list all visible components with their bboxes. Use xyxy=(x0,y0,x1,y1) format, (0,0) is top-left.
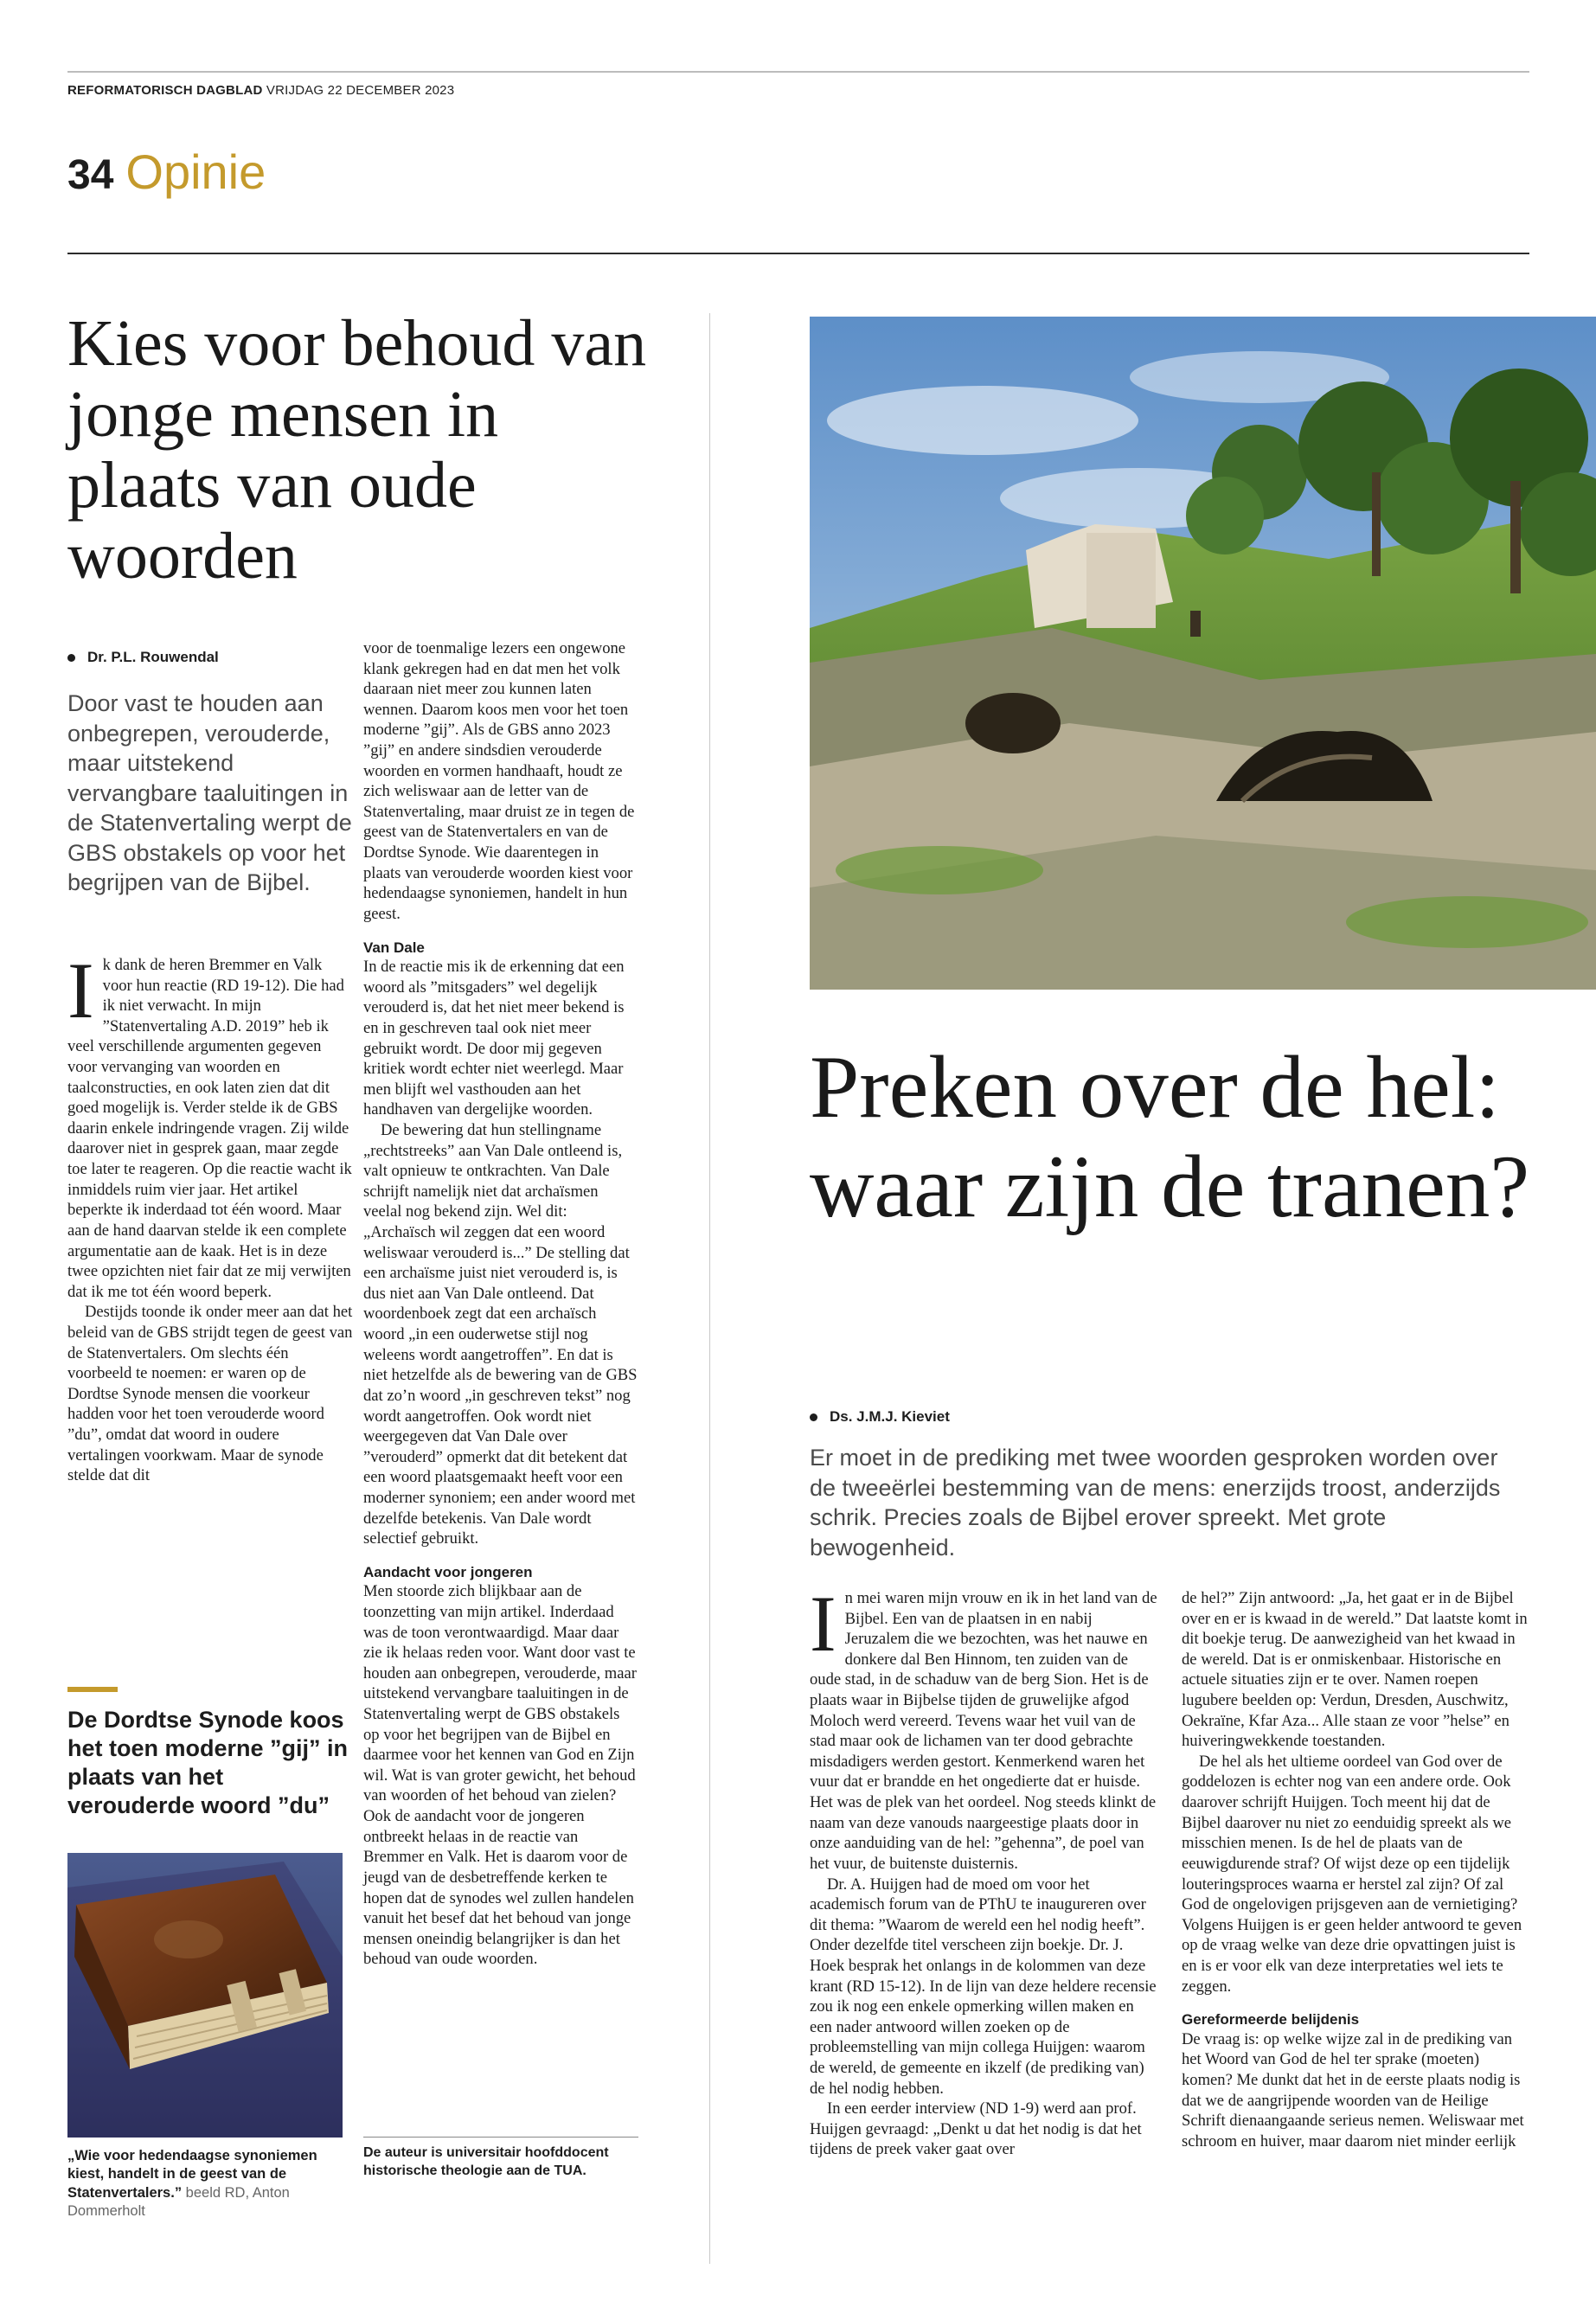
article1-subhead-van-dale: Van Dale xyxy=(363,939,425,956)
article2-paragraph: Dr. A. Huijgen had de moed om voor het academisch forum van de PThU te inaugureren over dit thema: ”Waarom de wereld een hel nodig heeft”. Onder dezelfde titel verscheen zijn boekje. Dr. J. Hoek besprak het onlangs in de kolommen van deze krant (RD 15-12). In de lijn van deze heldere recensie zou ik nog een enkele opmerking willen maken en een nader antwoord willen zoeken op de probleemstelling van mijn collega Huijgen: waarom de wereld, de gemeente en ikzelf (de prediking van) de hel nodig hebben. xyxy=(810,1875,1157,2098)
article1-column-b xyxy=(363,638,638,1970)
article1-author: Dr. P.L. Rouwendal xyxy=(87,649,219,665)
bible-photo-illustration xyxy=(67,1853,343,2138)
article2-paragraph: n mei waren mijn vrouw en ik in het land van de Bijbel. Een van de plaatsen in en nabij Jeruzalem die we bezochten, was het nauwe en donkere dal Ben Hinnom, ten zuiden van de oude stad, in de schaduw van de berg Sion. Het is de plaats waar in Bijbelse tijden de gruwelijke afgod Moloch werd vereerd. Tevens waar het vuil van de stad maar ook de lichamen van ter dood gebrachte misdadigers werden gestort. Kenmerkend waren het vuur dat er brandde en het ongedierte dat er huisde. Het was de plek van het oordeel. Nog steeds klinkt de naam van deze vanouds naargeestige plaats door in onze aanduiding van de hel: ”gehenna”, de poel van het vuur, de buitenste duisternis. xyxy=(810,1589,1157,1873)
article1-paragraph: voor de toenmalige lezers een ongewone klank gekregen had en dat men het volk daaraan niet meer zou kunnen laten wennen. Daarom koos men voor het toen moderne ”gij”. Als de GBS anno 2023 ”gij” en andere sindsdien verouderde woorden en vormen handhaaft, houdt ze zich weliswaar aan de letter van de Statenvertaling, maar druist ze in tegen de geest van de Statenvertalers en van de Dordtse Synode. Wie daarentegen in plaats van verouderde woorden kiest voor hedendaagse synoniemen, handelt in hun geest. xyxy=(363,639,635,923)
article1-author-note: De auteur is universitair hoofddocent historische theologie aan de TUA. xyxy=(363,2137,638,2181)
article1-pullquote: De Dordtse Synode koos het toen moderne ”gij” in plaats van het verouderde woord ”du” xyxy=(67,1707,349,1818)
masthead-date: VRIJDAG 22 DECEMBER 2023 xyxy=(266,83,455,98)
article2-dropcap: I xyxy=(810,1580,836,1668)
article2-column-d xyxy=(1182,1588,1529,2151)
hinnom-landscape-illustration xyxy=(810,317,1596,990)
article1-paragraph: Men stoorde zich blijkbaar aan de toonzetting van mijn artikel. Inderdaad was de toon verontwaardigd. Maar daar zie ik helaas reden voor. Want door vast te houden aan onbegrepen, verouderde, maar uitstekend vervangbare taaluitingen in de Statenvertaling werpt de GBS obstakels op voor het begrijpen van de Bijbel en daarmee voor het kennen van God en Zijn wil. Wat is van groter gewicht, het behoud van woorden of het behoud van zielen? Ook de aandacht voor de jongeren ontbreekt helaas in de reactie van Bremmer en Valk. Het is daarom voor de jeugd van de desbetreffende kerken te hopen dat de synodes wel zullen handelen vanuit het besef dat het behoud van jonge mensen oneindig belangrijker is dan het behoud van oude woorden. xyxy=(363,1582,637,1969)
article1-paragraph: De bewering dat hun stellingname „rechtstreeks” aan Van Dale ontleend is, valt opnieuw te ontkrachten. Van Dale schrijft namelijk niet dat archaïsmen veelal nog bekend zijn. Wel dit: „Archaïsch wil zeggen dat een woord weliswaar verouderd is...” De stelling dat een archaïsme juist niet verouderd is, is dus niet aan Van Dale ontleend. Dat woordenboek zegt dat een archaïsch woord „in een ouderwetse stijl nog weleens wordt aangetroffen”. En dat is niet hetzelfde als de bewering van de GBS dat zo’n woord „in geschreven tekst” nog wordt aangetroffen. Ook wordt niet weergegeven dat Van Dale over ”verouderd” opmerkt dat dit betekent dat een woord plaatsgemaakt heeft voor een moderner synoniem; een ander woord met dezelfde betekenis. Van Dale wordt selectief gebruikt. xyxy=(363,1120,638,1548)
article2-paragraph: De vraag is: op welke wijze zal in de prediking van het Woord van God de hel ter sprake (moeten) komen? Me dunkt dat het in de eerste plaats nodig is dat we de aangrijpende woorden van de Heilige Schrift dienaangaande serieus nemen. Weliswaar met schroom en huiver, maar daarom niet minder eerlijk xyxy=(1182,2029,1524,2150)
article1-column-a xyxy=(67,946,353,1486)
masthead xyxy=(67,71,1529,98)
article2-headline: Preken over de hel: waar zijn de tranen? xyxy=(810,1038,1530,1237)
caption-text: „Wie voor hedendaagse synoniemen kiest, handelt in de geest van de Statenvertalers.” xyxy=(67,2148,317,2201)
pullquote-accent xyxy=(67,1687,118,1692)
article2-column-c xyxy=(810,1580,1157,2160)
byline-bullet-icon xyxy=(810,1413,817,1421)
article2-author: Ds. J.M.J. Kieviet xyxy=(830,1408,950,1425)
article1-byline xyxy=(67,649,219,666)
byline-bullet-icon xyxy=(67,654,75,662)
article2-subhead: Gereformeerde belijdenis xyxy=(1182,2011,1360,2029)
page-number: 34 xyxy=(67,152,114,198)
section-rule xyxy=(67,253,1529,254)
masthead-paper: REFORMATORISCH DAGBLAD xyxy=(67,83,263,98)
article1-subhead-jongeren: Aandacht voor jongeren xyxy=(363,1563,533,1580)
section-name: Opinie xyxy=(125,144,266,199)
article1-headline: Kies voor behoud van jonge mensen in plaats van oude woorden xyxy=(67,307,647,593)
article2-paragraph: de hel?” Zijn antwoord: „Ja, het gaat er in de Bijbel over en er is kwaad in de wereld.” Dat laatste komt in dit boekje terug. De aanwezigheid van het kwaad in de wereld. Dat is er onmiskenbaar. Historische en actuele situaties zijn er te over. Namen roepen lugubere beelden op: Verdun, Dresden, Auschwitz, Oekraïne, Kfar Aza... Alle staan ze voor ”helse” en huiveringwekkende toestanden. xyxy=(1182,1589,1528,1751)
article2-paragraph: De hel als het ultieme oordeel van God over de goddelozen is echter nog van een andere orde. Ook daarover schrijft Huijgen. Toch meent hij dat de Bijbel daarover nu niet zo eenduidig spreekt als we misschien menen. Is de hel de plaats van de eeuwigdurende straf? Of wijst deze op een tijdelijk louteringsproces waarna er herstel zal zijn? Of zal God de ongelovigen prijsgeven aan de vernietiging? Volgens Huijgen is er geen helder antwoord te geven op de vraag welke van deze drie opvattingen juist is en is er voor elk van deze interpretaties wel iets te zeggen. xyxy=(1182,1752,1522,1996)
article2-intro: Er moet in de prediking met twee woorden gesproken worden over de tweeërlei bestemming van de mens: enerzijds troost, anderzijds schrik. Precies zoals de Bijbel erover spreekt. Met grote bewogenheid. xyxy=(810,1445,1501,1561)
article2-byline xyxy=(810,1408,950,1426)
caption-credit: beeld RD, Anton Dommerholt xyxy=(67,2184,290,2220)
section-header xyxy=(67,144,266,200)
article1-paragraph: Destijds toonde ik onder meer aan dat het beleid van de GBS strijdt tegen de geest van de Statenvertalers. Om slechts één voorbeeld te noemen: er waren op de Dordtse Synode mensen die voorkeur hadden voor het toen verouderde woord ”du”, omdat dat woord in oudere vertalingen voorkwam. Maar de synode stelde dat dit xyxy=(67,1303,353,1485)
article2-paragraph: In een eerder interview (ND 1-9) werd aan prof. Huijgen gevraagd: „Denkt u dat het nodig is dat het tijdens de preek vaker gaat over xyxy=(810,2099,1142,2159)
article1-paragraph: In de reactie mis ik de erkenning dat een woord als ”mitsgaders” wel degelijk verouderd is, dat het niet meer bekend is en in geschreven taal ook niet meer gebruikt wordt. De door mij gegeven kritiek wordt echter niet weerlegd. Maar men blijft wel vasthouden aan het handhaven van dergelijke woorden. xyxy=(363,958,625,1119)
article1-dropcap: I xyxy=(67,946,94,1035)
bible-photo xyxy=(67,1853,343,2138)
article1-paragraph: k dank de heren Bremmer en Valk voor hun reactie (RD 19-12). Die had ik niet verwacht. In mijn ”Statenvertaling A.D. 2019” heb ik veel verschillende argumenten gegeven voor vervanging van woorden en taalconstructies, en ook laten zien dat dit goed mogelijk is. Verder stelde ik de GBS daarin enkele indringende vragen. Zij wilde daarover niet in gesprek gaan, maar zegde toe later te reageren. Op die reactie wacht ik inmiddels ruim vier jaar. Het artikel beperkte ik inderdaad tot één woord. Maar aan de hand daarvan stelde ik een complete argumentatie aan de kaak. Het is in deze twee opzichten niet fair dat ze mij verwijten dat ik me tot één woord beperk. xyxy=(67,956,352,1301)
hinnom-valley-photo xyxy=(810,317,1596,990)
article1-intro: Door vast te houden aan onbegrepen, verouderde, maar uitstekend vervangbare taaluitingen in de Statenvertaling werpt de GBS obstakels op voor het begrijpen van de Bijbel. xyxy=(67,690,352,896)
column-divider xyxy=(709,313,710,2264)
bible-photo-caption xyxy=(67,2147,353,2221)
